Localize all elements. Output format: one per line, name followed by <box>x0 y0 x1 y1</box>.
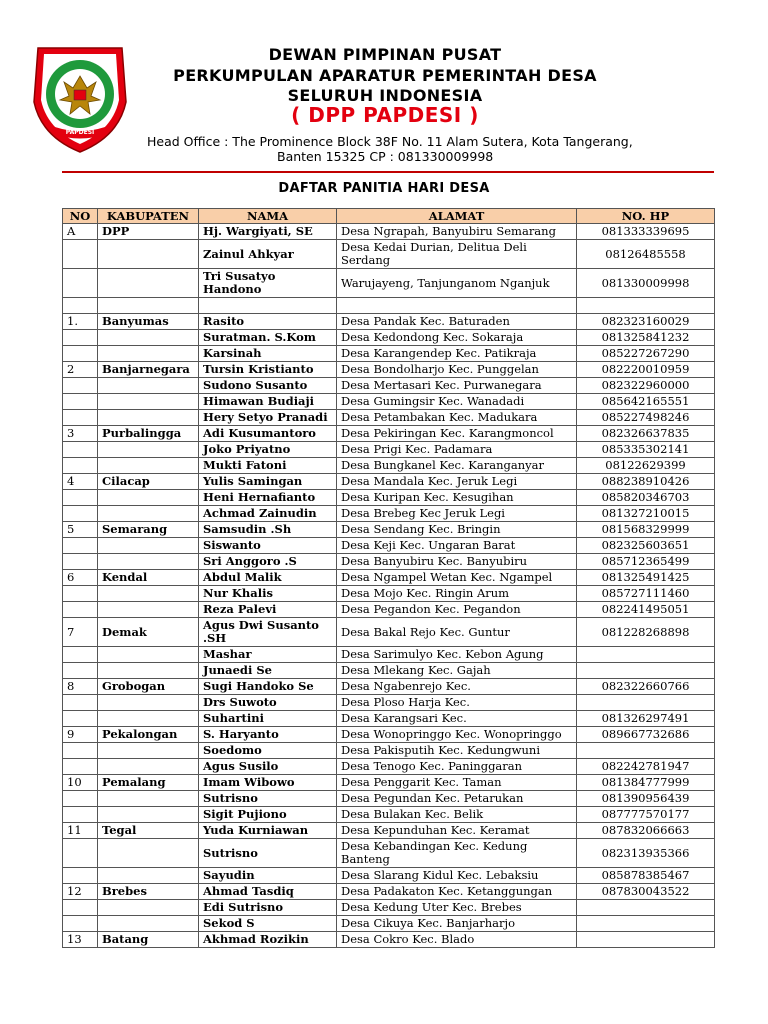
cell-no: 12 <box>63 884 98 900</box>
cell-hp: 08126485558 <box>577 240 715 269</box>
cell-hp: 087832066663 <box>577 823 715 839</box>
cell-kabupaten <box>98 410 199 426</box>
cell-alamat: Desa Pekiringan Kec. Karangmoncol <box>337 426 577 442</box>
cell-nama: Hery Setyo Pranadi <box>199 410 337 426</box>
cell-alamat: Desa Wonopringgo Kec. Wonopringgo <box>337 727 577 743</box>
col-header-kabupaten: KABUPATEN <box>98 209 199 224</box>
cell-hp <box>577 695 715 711</box>
table-header-row <box>63 209 715 224</box>
cell-alamat: Desa Bakal Rejo Kec. Guntur <box>337 618 577 647</box>
cell-no <box>63 538 98 554</box>
cell-no <box>63 695 98 711</box>
table-row <box>63 823 715 839</box>
logo-banner-text: PAPDESI <box>65 129 95 136</box>
cell-no: 5 <box>63 522 98 538</box>
cell-hp: 08122629399 <box>577 458 715 474</box>
cell-alamat: Desa Tenogo Kec. Paninggaran <box>337 759 577 775</box>
table-row <box>63 900 715 916</box>
cell-hp <box>577 900 715 916</box>
cell-alamat: Desa Bulakan Kec. Belik <box>337 807 577 823</box>
table-row <box>63 522 715 538</box>
cell-nama: Samsudin .Sh <box>199 522 337 538</box>
cell-kabupaten <box>98 743 199 759</box>
cell-nama: Sayudin <box>199 868 337 884</box>
cell-nama: Suhartini <box>199 711 337 727</box>
cell-nama: Junaedi Se <box>199 663 337 679</box>
cell-alamat: Desa Kuripan Kec. Kesugihan <box>337 490 577 506</box>
table-row <box>63 868 715 884</box>
cell-no <box>63 663 98 679</box>
cell-alamat: Warujayeng, Tanjunganom Nganjuk <box>337 269 577 298</box>
cell-nama: Achmad Zainudin <box>199 506 337 522</box>
cell-no: 8 <box>63 679 98 695</box>
table-row <box>63 269 715 298</box>
cell-hp: 082241495051 <box>577 602 715 618</box>
cell-alamat: Desa Banyubiru Kec. Banyubiru <box>337 554 577 570</box>
document-title: DAFTAR PANITIA HARI DESA <box>278 181 490 196</box>
cell-hp <box>577 647 715 663</box>
header-line-1: DEWAN PIMPINAN PUSAT <box>268 45 502 64</box>
cell-nama: Adi Kusumantoro <box>199 426 337 442</box>
cell-hp: 082322960000 <box>577 378 715 394</box>
table-row <box>63 410 715 426</box>
head-office-address: Head Office : The Prominence Block 38F No. 11 Alam Sutera, Kota Tangerang, <box>147 134 633 149</box>
cell-kabupaten: Pekalongan <box>98 727 199 743</box>
cell-nama <box>199 298 337 314</box>
cell-no <box>63 330 98 346</box>
cell-nama: Yulis Samingan <box>199 474 337 490</box>
cell-kabupaten <box>98 868 199 884</box>
cell-kabupaten: Purbalingga <box>98 426 199 442</box>
cell-alamat: Desa Ngampel Wetan Kec. Ngampel <box>337 570 577 586</box>
cell-no <box>63 240 98 269</box>
cell-hp: 087777570177 <box>577 807 715 823</box>
table-row <box>63 602 715 618</box>
cell-hp: 081228268898 <box>577 618 715 647</box>
cell-no <box>63 394 98 410</box>
table-row <box>63 695 715 711</box>
cell-kabupaten: Brebes <box>98 884 199 900</box>
table-row <box>63 426 715 442</box>
cell-nama: Tursin Kristianto <box>199 362 337 378</box>
cell-alamat: Desa Petambakan Kec. Madukara <box>337 410 577 426</box>
cell-nama: Joko Priyatno <box>199 442 337 458</box>
cell-hp: 082323160029 <box>577 314 715 330</box>
cell-kabupaten <box>98 602 199 618</box>
cell-no: 13 <box>63 932 98 948</box>
cell-kabupaten <box>98 330 199 346</box>
cell-no: 6 <box>63 570 98 586</box>
cell-nama: Yuda Kurniawan <box>199 823 337 839</box>
table-row <box>63 679 715 695</box>
cell-nama: Heni Hernafianto <box>199 490 337 506</box>
cell-no <box>63 586 98 602</box>
cell-alamat: Desa Karangendep Kec. Patikraja <box>337 346 577 362</box>
cell-alamat: Desa Ngabenrejo Kec. <box>337 679 577 695</box>
table-row <box>63 224 715 240</box>
cell-nama: Drs Suwoto <box>199 695 337 711</box>
cell-alamat: Desa Pegandon Kec. Pegandon <box>337 602 577 618</box>
cell-kabupaten <box>98 378 199 394</box>
cell-nama: Suratman. S.Kom <box>199 330 337 346</box>
header-papdesi-title: ( DPP PAPDESI ) <box>291 103 479 127</box>
header-line-2: PERKUMPULAN APARATUR PEMERINTAH DESA <box>173 66 597 85</box>
cell-alamat: Desa Keji Kec. Ungaran Barat <box>337 538 577 554</box>
cell-hp: 082322660766 <box>577 679 715 695</box>
cell-no <box>63 711 98 727</box>
cell-hp: 082242781947 <box>577 759 715 775</box>
cell-alamat <box>337 298 577 314</box>
cell-kabupaten <box>98 900 199 916</box>
cell-kabupaten: Demak <box>98 618 199 647</box>
cell-kabupaten <box>98 506 199 522</box>
cell-kabupaten: Pemalang <box>98 775 199 791</box>
table-row <box>63 538 715 554</box>
cell-kabupaten <box>98 916 199 932</box>
col-header-no: NO <box>63 209 98 224</box>
cell-alamat: Desa Pakisputih Kec. Kedungwuni <box>337 743 577 759</box>
table-row <box>63 378 715 394</box>
table-row <box>63 298 715 314</box>
cell-hp: 082325603651 <box>577 538 715 554</box>
cell-kabupaten <box>98 586 199 602</box>
cell-alamat: Desa Sarimulyo Kec. Kebon Agung <box>337 647 577 663</box>
cell-nama: Reza Palevi <box>199 602 337 618</box>
table-row <box>63 839 715 868</box>
cell-no <box>63 554 98 570</box>
cell-alamat: Desa Penggarit Kec. Taman <box>337 775 577 791</box>
cell-no <box>63 490 98 506</box>
cell-nama: Sutrisno <box>199 839 337 868</box>
cell-no <box>63 839 98 868</box>
head-office-contact: Banten 15325 CP : 081330009998 <box>277 149 494 164</box>
cell-nama: Sekod S <box>199 916 337 932</box>
cell-hp: 081330009998 <box>577 269 715 298</box>
cell-nama: Karsinah <box>199 346 337 362</box>
cell-nama: Abdul Malik <box>199 570 337 586</box>
cell-kabupaten <box>98 807 199 823</box>
cell-alamat: Desa Bondolharjo Kec. Punggelan <box>337 362 577 378</box>
cell-kabupaten <box>98 298 199 314</box>
cell-kabupaten <box>98 269 199 298</box>
cell-no <box>63 743 98 759</box>
table-row <box>63 474 715 490</box>
cell-kabupaten <box>98 458 199 474</box>
col-header-alamat: ALAMAT <box>337 209 577 224</box>
cell-nama: Sudono Susanto <box>199 378 337 394</box>
papdesi-logo <box>30 42 130 154</box>
cell-no: 9 <box>63 727 98 743</box>
col-header-nama: NAMA <box>199 209 337 224</box>
cell-hp: 085712365499 <box>577 554 715 570</box>
table-row <box>63 394 715 410</box>
cell-kabupaten <box>98 663 199 679</box>
table-row <box>63 884 715 900</box>
cell-kabupaten <box>98 538 199 554</box>
cell-alamat: Desa Ploso Harja Kec. <box>337 695 577 711</box>
cell-alamat: Desa Sendang Kec. Bringin <box>337 522 577 538</box>
cell-nama: Zainul Ahkyar <box>199 240 337 269</box>
table-row <box>63 711 715 727</box>
cell-hp: 082313935366 <box>577 839 715 868</box>
cell-kabupaten: Tegal <box>98 823 199 839</box>
cell-kabupaten <box>98 240 199 269</box>
cell-kabupaten: Semarang <box>98 522 199 538</box>
cell-no <box>63 791 98 807</box>
cell-no: 4 <box>63 474 98 490</box>
cell-alamat: Desa Kepunduhan Kec. Keramat <box>337 823 577 839</box>
cell-kabupaten: Cilacap <box>98 474 199 490</box>
cell-hp: 088238910426 <box>577 474 715 490</box>
cell-alamat: Desa Pandak Kec. Baturaden <box>337 314 577 330</box>
table-row <box>63 663 715 679</box>
cell-alamat: Desa Karangsari Kec. <box>337 711 577 727</box>
cell-nama: S. Haryanto <box>199 727 337 743</box>
table-row <box>63 727 715 743</box>
cell-kabupaten <box>98 759 199 775</box>
cell-nama: Sugi Handoko Se <box>199 679 337 695</box>
cell-no <box>63 378 98 394</box>
table-row <box>63 570 715 586</box>
cell-kabupaten: Kendal <box>98 570 199 586</box>
cell-hp: 085820346703 <box>577 490 715 506</box>
cell-kabupaten: Banyumas <box>98 314 199 330</box>
cell-alamat: Desa Ngrapah, Banyubiru Semarang <box>337 224 577 240</box>
cell-alamat: Desa Kedai Durian, Delitua Deli Serdang <box>337 240 577 269</box>
cell-no <box>63 602 98 618</box>
cell-no <box>63 458 98 474</box>
cell-kabupaten: DPP <box>98 224 199 240</box>
cell-no <box>63 346 98 362</box>
table-row <box>63 506 715 522</box>
cell-hp: 087830043522 <box>577 884 715 900</box>
cell-alamat: Desa Cokro Kec. Blado <box>337 932 577 948</box>
cell-hp: 085878385467 <box>577 868 715 884</box>
cell-kabupaten <box>98 791 199 807</box>
cell-alamat: Desa Mertasari Kec. Purwanegara <box>337 378 577 394</box>
cell-hp: 089667732686 <box>577 727 715 743</box>
table-row <box>63 807 715 823</box>
cell-alamat: Desa Mandala Kec. Jeruk Legi <box>337 474 577 490</box>
cell-no <box>63 868 98 884</box>
table-row <box>63 330 715 346</box>
cell-no <box>63 442 98 458</box>
cell-no: 11 <box>63 823 98 839</box>
cell-nama: Mukti Fatoni <box>199 458 337 474</box>
cell-alamat: Desa Kebandingan Kec. Kedung Banteng <box>337 839 577 868</box>
table-row <box>63 346 715 362</box>
cell-nama: Imam Wibowo <box>199 775 337 791</box>
cell-no <box>63 269 98 298</box>
cell-nama: Sigit Pujiono <box>199 807 337 823</box>
cell-hp: 081325841232 <box>577 330 715 346</box>
table-row <box>63 916 715 932</box>
cell-no <box>63 759 98 775</box>
cell-kabupaten <box>98 490 199 506</box>
cell-hp: 085227267290 <box>577 346 715 362</box>
cell-alamat: Desa Kedondong Kec. Sokaraja <box>337 330 577 346</box>
header-divider <box>62 171 714 173</box>
cell-nama: Soedomo <box>199 743 337 759</box>
cell-no <box>63 647 98 663</box>
cell-hp: 081390956439 <box>577 791 715 807</box>
cell-no <box>63 916 98 932</box>
cell-no <box>63 900 98 916</box>
table-row <box>63 442 715 458</box>
cell-nama: Hj. Wargiyati, SE <box>199 224 337 240</box>
cell-alamat: Desa Padakaton Kec. Ketanggungan <box>337 884 577 900</box>
cell-hp: 081568329999 <box>577 522 715 538</box>
cell-alamat: Desa Bungkanel Kec. Karanganyar <box>337 458 577 474</box>
header-line-3: SELURUH INDONESIA <box>287 86 483 105</box>
cell-hp: 085227498246 <box>577 410 715 426</box>
cell-nama: Siswanto <box>199 538 337 554</box>
cell-kabupaten <box>98 346 199 362</box>
col-header-hp: NO. HP <box>577 209 715 224</box>
table-row <box>63 490 715 506</box>
cell-kabupaten <box>98 839 199 868</box>
cell-alamat: Desa Brebeg Kec Jeruk Legi <box>337 506 577 522</box>
cell-nama: Agus Susilo <box>199 759 337 775</box>
table-row <box>63 554 715 570</box>
cell-nama: Agus Dwi Susanto .SH <box>199 618 337 647</box>
cell-no: 2 <box>63 362 98 378</box>
cell-hp: 081326297491 <box>577 711 715 727</box>
cell-alamat: Desa Gumingsir Kec. Wanadadi <box>337 394 577 410</box>
table-row <box>63 775 715 791</box>
cell-no: 1. <box>63 314 98 330</box>
cell-hp: 081325491425 <box>577 570 715 586</box>
cell-kabupaten <box>98 695 199 711</box>
table-row <box>63 618 715 647</box>
cell-alamat: Desa Kedung Uter Kec. Brebes <box>337 900 577 916</box>
cell-kabupaten <box>98 647 199 663</box>
cell-nama: Edi Sutrisno <box>199 900 337 916</box>
cell-hp: 081333339695 <box>577 224 715 240</box>
table-row <box>63 458 715 474</box>
cell-hp <box>577 932 715 948</box>
table-row <box>63 240 715 269</box>
cell-hp: 081384777999 <box>577 775 715 791</box>
cell-no <box>63 298 98 314</box>
cell-nama: Sri Anggoro .S <box>199 554 337 570</box>
cell-hp <box>577 916 715 932</box>
cell-nama: Tri Susatyo Handono <box>199 269 337 298</box>
cell-alamat: Desa Mlekang Kec. Gajah <box>337 663 577 679</box>
cell-hp: 085335302141 <box>577 442 715 458</box>
table-row <box>63 759 715 775</box>
cell-hp: 081327210015 <box>577 506 715 522</box>
cell-kabupaten: Grobogan <box>98 679 199 695</box>
cell-kabupaten <box>98 554 199 570</box>
cell-no: 10 <box>63 775 98 791</box>
cell-nama: Ahmad Tasdiq <box>199 884 337 900</box>
cell-hp: 085642165551 <box>577 394 715 410</box>
cell-alamat: Desa Cikuya Kec. Banjarharjo <box>337 916 577 932</box>
cell-hp: 082326637835 <box>577 426 715 442</box>
cell-kabupaten <box>98 394 199 410</box>
cell-alamat: Desa Pegundan Kec. Petarukan <box>337 791 577 807</box>
cell-kabupaten <box>98 711 199 727</box>
cell-alamat: Desa Slarang Kidul Kec. Lebaksiu <box>337 868 577 884</box>
cell-alamat: Desa Mojo Kec. Ringin Arum <box>337 586 577 602</box>
cell-nama: Nur Khalis <box>199 586 337 602</box>
cell-hp <box>577 743 715 759</box>
cell-no <box>63 410 98 426</box>
cell-kabupaten: Batang <box>98 932 199 948</box>
cell-alamat: Desa Prigi Kec. Padamara <box>337 442 577 458</box>
cell-nama: Himawan Budiaji <box>199 394 337 410</box>
table-row <box>63 362 715 378</box>
table-row <box>63 647 715 663</box>
cell-nama: Rasito <box>199 314 337 330</box>
committee-table <box>62 208 715 948</box>
cell-no: A <box>63 224 98 240</box>
cell-hp <box>577 663 715 679</box>
cell-no <box>63 807 98 823</box>
table-row <box>63 314 715 330</box>
cell-no: 7 <box>63 618 98 647</box>
table-row <box>63 791 715 807</box>
cell-nama: Sutrisno <box>199 791 337 807</box>
cell-hp: 082220010959 <box>577 362 715 378</box>
cell-kabupaten: Banjarnegara <box>98 362 199 378</box>
table-row <box>63 586 715 602</box>
table-row <box>63 932 715 948</box>
cell-nama: Mashar <box>199 647 337 663</box>
cell-kabupaten <box>98 442 199 458</box>
cell-no: 3 <box>63 426 98 442</box>
cell-no <box>63 506 98 522</box>
table-row <box>63 743 715 759</box>
cell-nama: Akhmad Rozikin <box>199 932 337 948</box>
cell-hp: 085727111460 <box>577 586 715 602</box>
cell-hp <box>577 298 715 314</box>
